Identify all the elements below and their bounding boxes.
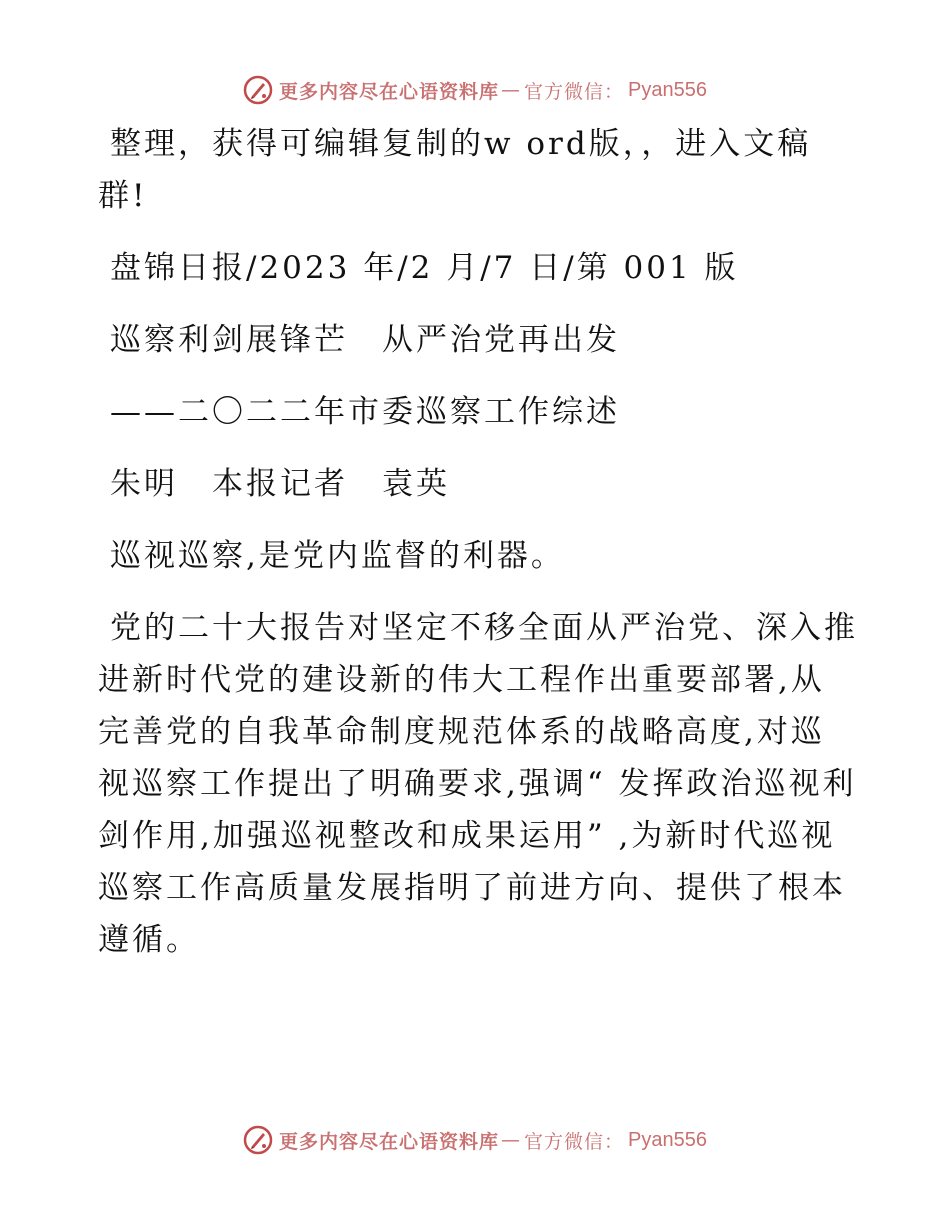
paragraph-body: 党的二十大报告对坚定不移全面从严治党、深入推进新时代党的建设新的伟大工程作出重要部署,从完善党的自我革命制度规范体系的战略高度,对巡视巡察工作提出了明确要求,强调“ 发挥政治巡视利剑作用,加强巡视整改和成果运用” ,为新时代巡视巡察工作高质量发展指明了前进方向、提供了根本遵循。 <box>98 610 858 958</box>
header-brand-text: 更多内容尽在心语资料库 <box>279 80 500 103</box>
header-contact-id: Pyan556 <box>628 78 707 101</box>
footer-contact-id: Pyan556 <box>628 1128 707 1151</box>
footer-dash: — <box>501 1129 521 1151</box>
document-body <box>98 118 858 986</box>
article-subtitle: ——二〇二二年市委巡察工作综述 <box>110 394 620 430</box>
footer-brand-text: 更多内容尽在心语资料库 <box>279 1130 500 1153</box>
footer-contact-label: 官方微信： <box>524 1130 625 1153</box>
source-line: 盘锦日报/2023 年/2 月/7 日/第 001 版 <box>110 250 739 286</box>
header-banner <box>0 70 950 110</box>
header-dash: — <box>501 79 521 101</box>
article-title: 巡察利剑展锋芒 从严治党再出发 <box>110 322 620 358</box>
red-quill-logo-icon <box>243 75 273 105</box>
red-quill-logo-icon <box>243 1125 273 1155</box>
intro-note: 整理，获得可编辑复制的w ord版，，进入文稿群! <box>98 126 812 214</box>
footer-banner <box>0 1120 950 1160</box>
paragraph-lead: 巡视巡察,是党内监督的利器。 <box>110 538 565 574</box>
byline: 朱明 本报记者 袁英 <box>110 466 450 502</box>
header-contact-label: 官方微信： <box>524 80 625 103</box>
